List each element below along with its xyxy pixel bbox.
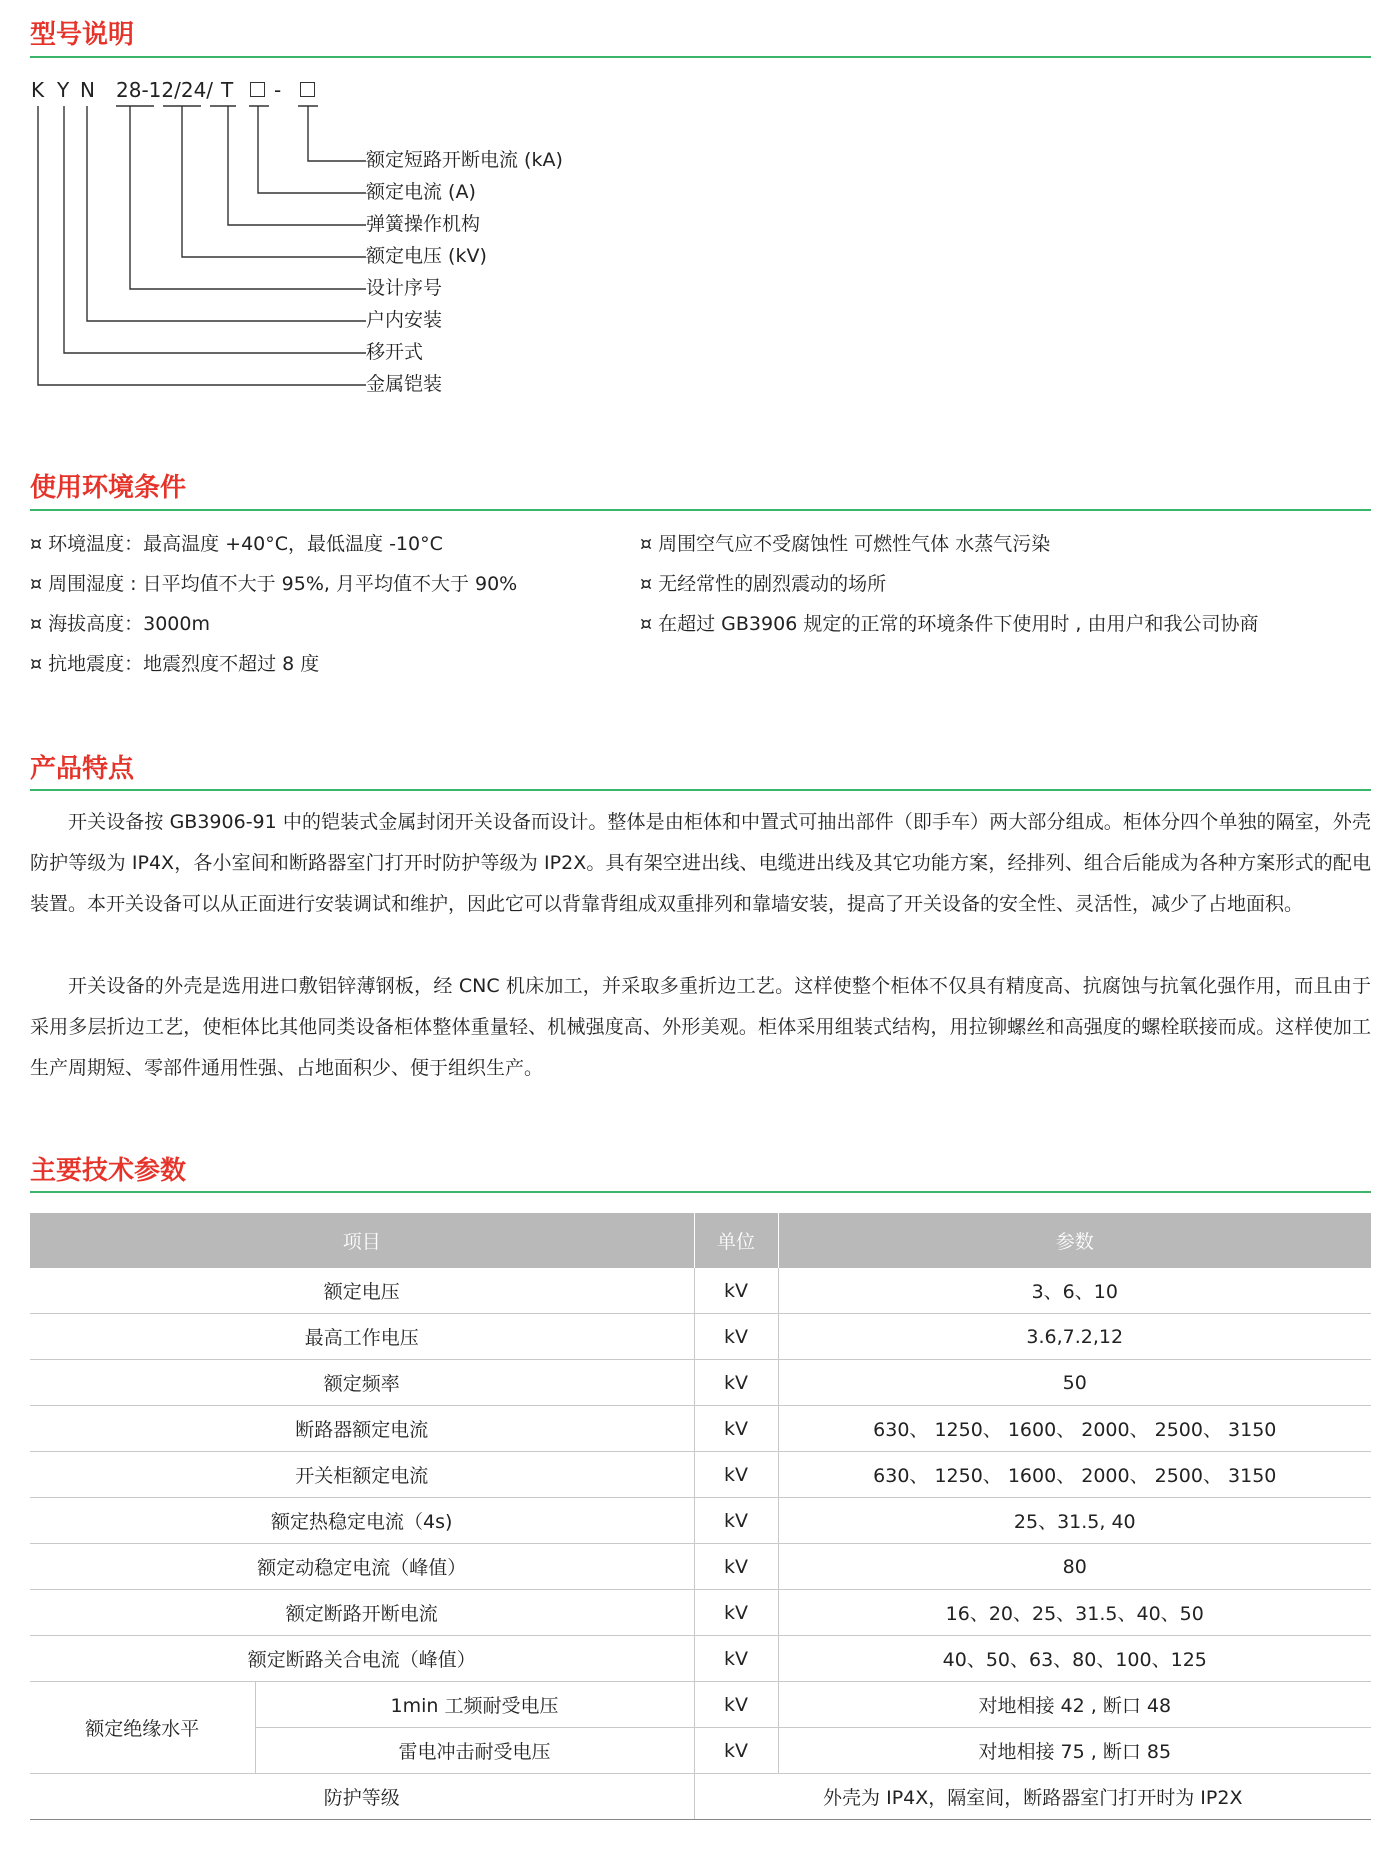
model-code-connector-lines [30, 78, 650, 408]
row-value: 630、 1250、 1600、 2000、 2500、 3150 [778, 1406, 1371, 1452]
row-unit: kV [694, 1268, 778, 1314]
row-unit: kV [694, 1728, 778, 1774]
row-unit: kV [694, 1406, 778, 1452]
row-item: 额定热稳定电流（4s) [30, 1498, 694, 1544]
section-title-model: 型号说明 [30, 20, 135, 50]
table-row [30, 1636, 1371, 1682]
row-item: 1min 工频耐受电压 [255, 1682, 694, 1728]
model-label: 额定电压 (kV) [366, 245, 487, 267]
env-condition-item: ¤ 无经常性的剧烈震动的场所 [640, 573, 887, 595]
model-label: 移开式 [366, 341, 424, 363]
table-row [30, 1268, 1371, 1314]
table-row [30, 1774, 1371, 1820]
row-unit: kV [694, 1682, 778, 1728]
table-row [30, 1452, 1371, 1498]
model-label: 金属铠装 [366, 373, 443, 395]
env-condition-item: ¤ 抗地震度：地震烈度不超过 8 度 [30, 653, 320, 675]
env-condition-item: ¤ 在超过 GB3906 规定的正常的环境条件下使用时 , 由用户和我公司协商 [640, 613, 1259, 635]
row-value: 3、6、10 [778, 1268, 1371, 1314]
row-unit: kV [694, 1590, 778, 1636]
model-label: 额定短路开断电流 (kA) [366, 149, 563, 171]
table-row [30, 1360, 1371, 1406]
row-unit: kV [694, 1544, 778, 1590]
row-value: 25、31.5, 40 [778, 1498, 1371, 1544]
section-title-specs: 主要技术参数 [30, 1156, 187, 1186]
section-divider [30, 789, 1371, 791]
model-label: 户内安装 [366, 309, 443, 331]
table-row [30, 1406, 1371, 1452]
code-breaking-current-box [300, 82, 315, 97]
row-item: 额定动稳定电流（峰值） [30, 1544, 694, 1590]
row-unit: kV [694, 1360, 778, 1406]
env-condition-item: ¤ 海拔高度：3000m [30, 613, 210, 635]
row-value: 外壳为 IP4X，隔室间，断路器室门打开时为 IP2X [694, 1774, 1371, 1820]
row-item: 最高工作电压 [30, 1314, 694, 1360]
features-paragraph: 开关设备的外壳是选用进口敷铝锌薄钢板，经 CNC 机床加工，并采取多重折边工艺。这样使整个柜体不仅具有精度高、抗腐蚀与抗氧化强作用，而且由于采用多层折边工艺，使柜体比其他同类设备柜体整体重量轻、机械强度高、外形美观。柜体采用组装式结构，用拉铆螺丝和高强度的螺栓联接而成。这样使加工生产周期短、零部件通用性强、占地面积少、便于组织生产。 [30, 975, 1371, 1079]
row-value: 3.6,7.2,12 [778, 1314, 1371, 1360]
row-item: 断路器额定电流 [30, 1406, 694, 1452]
section-title-features: 产品特点 [30, 754, 135, 784]
row-value: 50 [778, 1360, 1371, 1406]
code-design-series: 28-12/24/ [116, 78, 214, 102]
row-value: 对地相接 42 , 断口 48 [778, 1682, 1371, 1728]
row-value: 40、50、63、80、100、125 [778, 1636, 1371, 1682]
row-item: 雷电冲击耐受电压 [255, 1728, 694, 1774]
section-divider [30, 56, 1371, 58]
table-header-row [30, 1213, 1371, 1268]
section-title-environment: 使用环境条件 [30, 473, 187, 503]
row-group-insulation: 额定绝缘水平 [30, 1682, 255, 1774]
table-row [30, 1498, 1371, 1544]
table-row [30, 1590, 1371, 1636]
model-code-diagram [30, 78, 650, 408]
row-value: 80 [778, 1544, 1371, 1590]
row-item: 额定频率 [30, 1360, 694, 1406]
section-divider [30, 1191, 1371, 1193]
section-divider [30, 509, 1371, 511]
header-unit: 单位 [694, 1213, 778, 1268]
env-condition-item: ¤ 周围空气应不受腐蚀性 可燃性气体 水蒸气污染 [640, 533, 1051, 555]
header-item: 项目 [30, 1213, 694, 1268]
row-item: 额定断路关合电流（峰值） [30, 1636, 694, 1682]
row-unit: kV [694, 1314, 778, 1360]
code-letter-k: K [31, 78, 45, 102]
code-dash: - [274, 78, 282, 102]
code-letter-n: N [80, 78, 95, 102]
model-label: 弹簧操作机构 [366, 213, 481, 235]
row-item: 防护等级 [30, 1774, 694, 1820]
row-unit: kV [694, 1452, 778, 1498]
row-item: 额定断路开断电流 [30, 1590, 694, 1636]
code-current-box [250, 82, 265, 97]
table-row [30, 1314, 1371, 1360]
row-value: 630、 1250、 1600、 2000、 2500、 3150 [778, 1452, 1371, 1498]
model-label: 设计序号 [366, 277, 443, 299]
env-condition-item: ¤ 周围湿度 : 日平均值不大于 95%, 月平均值不大于 90% [30, 573, 518, 595]
model-label: 额定电流 (A) [366, 181, 476, 203]
code-letter-y: Y [57, 78, 70, 102]
table-row [30, 1682, 1371, 1728]
header-value: 参数 [778, 1213, 1371, 1268]
spec-table [30, 1213, 1371, 1820]
row-unit: kV [694, 1636, 778, 1682]
row-unit: kV [694, 1498, 778, 1544]
row-item: 开关柜额定电流 [30, 1452, 694, 1498]
row-value: 16、20、25、31.5、40、50 [778, 1590, 1371, 1636]
row-item: 额定电压 [30, 1268, 694, 1314]
code-letter-t: T [221, 78, 234, 102]
features-paragraph: 开关设备按 GB3906-91 中的铠装式金属封闭开关设备而设计。整体是由柜体和中置式可抽出部件（即手车）两大部分组成。柜体分四个单独的隔室，外壳防护等级为 IP4X，各小室间和断路器室门打开时防护等级为 IP2X。具有架空进出线、电缆进出线及其它功能方案，经排列、组合后能成为各种方案形式的配电装置。本开关设备可以从正面进行安装调试和维护，因此它可以背靠背组成双重排列和靠墙安装，提高了开关设备的安全性、灵活性，减少了占地面积。 [30, 811, 1371, 915]
env-condition-item: ¤ 环境温度：最高温度 +40°C，最低温度 -10°C [30, 533, 443, 555]
table-row [30, 1544, 1371, 1590]
row-value: 对地相接 75 , 断口 85 [778, 1728, 1371, 1774]
